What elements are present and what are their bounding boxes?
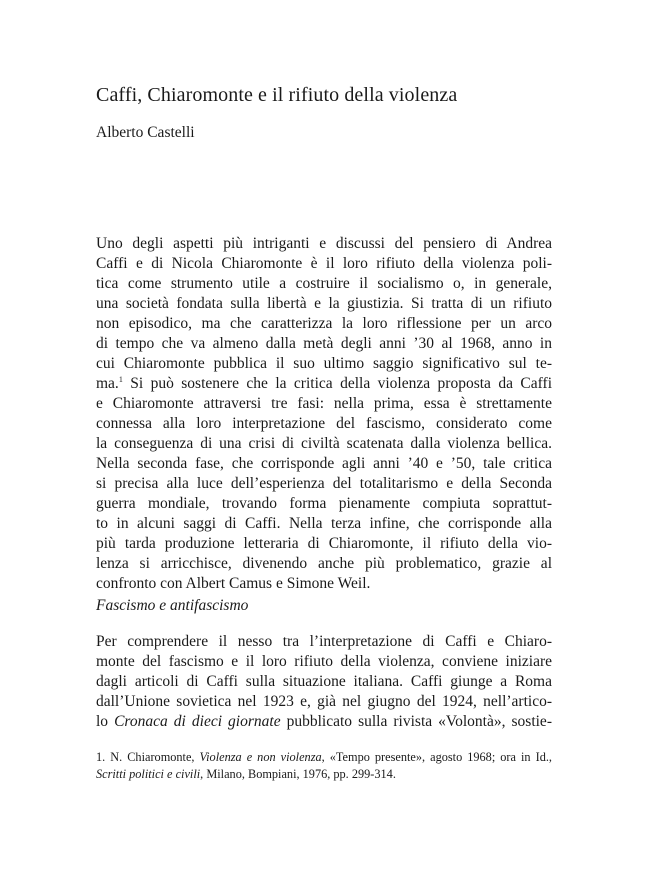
text-fragment: pubblicato sulla rivista «Volontà», sostie- (280, 713, 552, 730)
text-fragment: Si può sostenere che la critica della violenza proposta da Caffi (122, 375, 552, 392)
text-line: più tarda produzione letteraria di Chiaromonte, il rifiuto della vio- (96, 535, 552, 552)
text-line: connessa alla loro interpretazione del fascismo, considerato come (96, 415, 552, 432)
text-line (96, 374, 552, 394)
italic-work-title: Scritti politici e civili (96, 767, 201, 781)
article-author: Alberto Castelli (96, 124, 195, 141)
footnote-line (96, 766, 552, 783)
text-line: dagli articoli di Caffi sulla situazione italiana. Caffi giunge a Roma (96, 673, 552, 690)
footnote (96, 749, 552, 783)
text-fragment: 1. N. Chiaromonte, (96, 750, 200, 764)
text-line: si precisa alla luce dell’esperienza del totalitarismo e della Seconda (96, 475, 552, 492)
text-line (96, 712, 552, 732)
italic-work-title: Violenza e non violenza (199, 750, 322, 764)
text-line: lenza si arricchisce, divenendo anche più problematico, grazie al (96, 555, 552, 572)
text-line: confronto con Albert Camus e Simone Weil. (96, 575, 371, 592)
text-line: Nella seconda fase, che corrisponde agli anni ’40 e ’50, tale critica (96, 455, 552, 472)
text-line: monte del fascismo e il loro rifiuto della violenza, conviene iniziare (96, 653, 552, 670)
text-fragment: , «Tempo presente», agosto 1968; ora in Id., (321, 750, 552, 764)
text-fragment: , Milano, Bompiani, 1976, pp. 299-314. (200, 767, 396, 781)
text-line: di tempo che va almeno dalla metà degli anni ’30 al 1968, anno in (96, 335, 552, 352)
paragraph-intro (96, 234, 552, 594)
article-title: Caffi, Chiaromonte e il rifiuto della violenza (96, 84, 458, 106)
text-line: Per comprendere il nesso tra l’interpretazione di Caffi e Chiaro- (96, 633, 552, 650)
text-line: non episodico, ma che caratterizza la loro riflessione per un arco (96, 315, 552, 332)
paragraph-fascism (96, 632, 552, 732)
text-line: cui Chiaromonte pubblica il suo ultimo saggio significativo sul te- (96, 355, 552, 372)
text-line: to in alcuni saggi di Caffi. Nella terza infine, che corrisponde alla (96, 515, 552, 532)
text-line: e Chiaromonte attraversi tre fasi: nella prima, essa è strettamente (96, 395, 552, 412)
text-fragment: ma. (96, 375, 119, 392)
footnote-line (96, 749, 552, 766)
text-line: guerra mondiale, trovando forma pienamente compiuta soprattut- (96, 495, 552, 512)
text-line: una società fondata sulla libertà e la giustizia. Si tratta di un rifiuto (96, 295, 552, 312)
section-heading: Fascismo e antifascismo (96, 597, 249, 614)
footnote-marker[interactable]: 1 (118, 375, 123, 384)
text-fragment: lo (96, 713, 115, 730)
text-line: Caffi e di Nicola Chiaromonte è il loro rifiuto della violenza poli- (96, 255, 552, 272)
text-line: dall’Unione sovietica nel 1923 e, già nel giugno del 1924, nell’artico- (96, 693, 552, 710)
italic-work-title: Cronaca di dieci giornate (114, 713, 281, 730)
text-line: Uno degli aspetti più intriganti e discussi del pensiero di Andrea (96, 235, 552, 252)
text-line: tica come strumento utile a costruire il socialismo o, in generale, (96, 275, 552, 292)
text-line: la conseguenza di una crisi di civiltà scatenata dalla violenza bellica. (96, 435, 552, 452)
